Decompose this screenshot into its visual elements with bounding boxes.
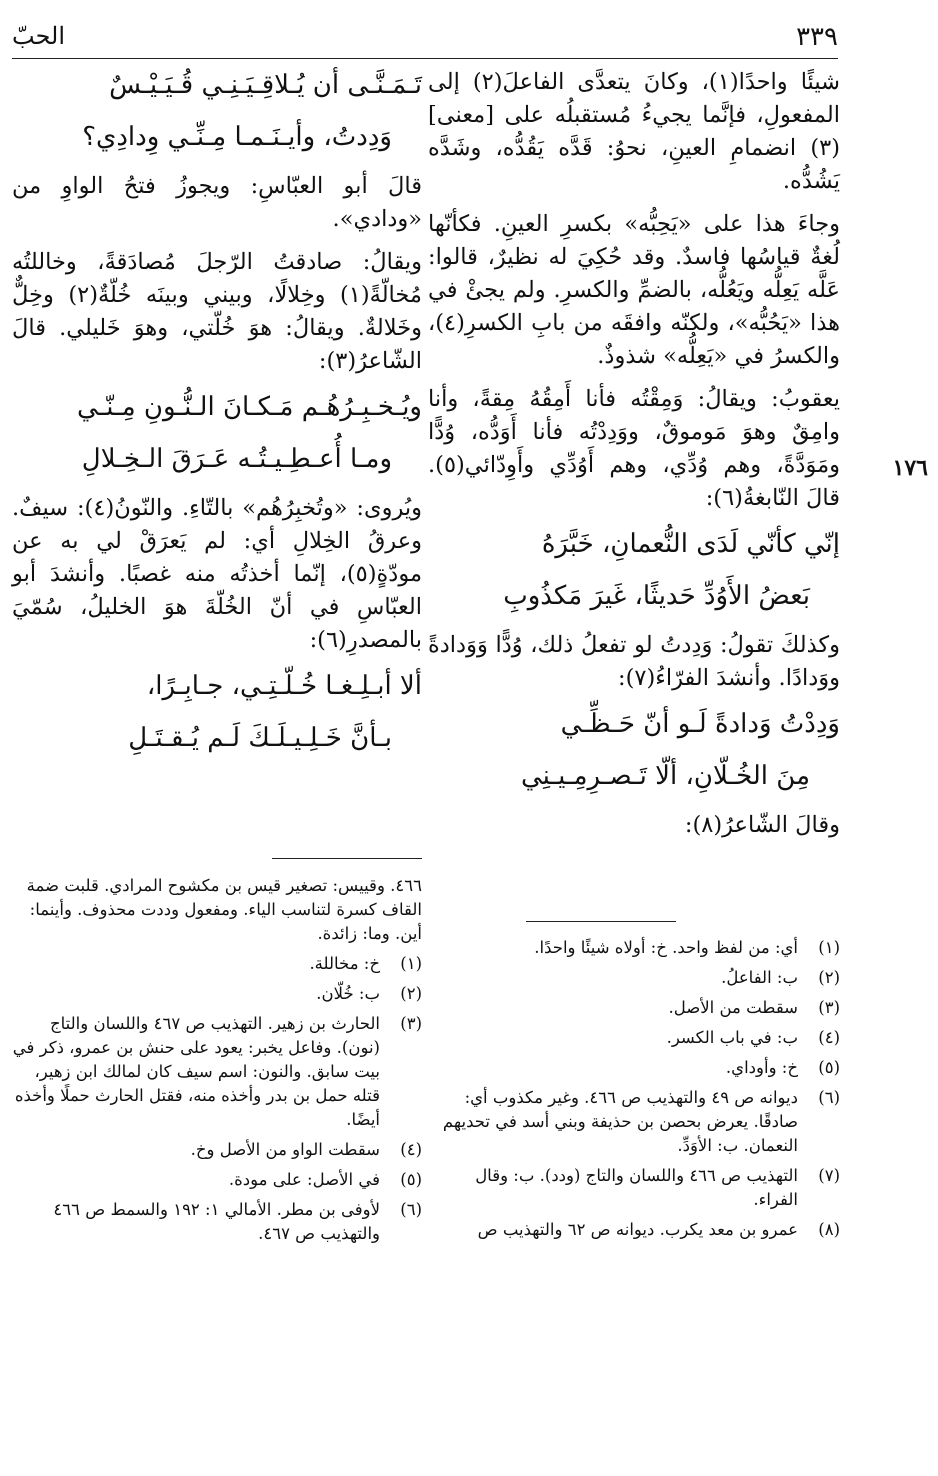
paragraph: ويقالُ: صادقتُ الرّجلَ مُصادَقةً، وخاللتُه مُخالّةً(١) وخِلالًا، وبيني وبينَه خُلّةٌ(٢) وخِلٌّ وخَلالةٌ. ويقالُ: هوَ خُلّتي، وهوَ خَليلي. قالَ الشّاعرُ(٣): [12,249,422,374]
verse-line: ويُـخـبِـرُهُـم مَـكـانَ الـنُّـونِ مِـنّـي [76,392,422,422]
footnote [12,1012,422,1132]
footnote [428,936,840,960]
footnote [428,1086,840,1158]
footnote-number: (٧) [818,1166,840,1185]
footnote [12,1168,422,1192]
verse-line: بـأنَّ خَـلِـيـلَـكَ لَـم يُـقـتَـلِ [128,723,392,753]
footnote [428,966,840,990]
footnote-text: سقطت من الأصل. [668,998,798,1017]
footnote [428,996,840,1020]
footnote [12,982,422,1006]
footnote-divider [272,858,422,859]
footnote-commentary: ٤٦٦. وقييس: تصغير قيس بن مكشوح المرادي. قلبت ضمة القاف كسرة لتناسب الياء. ومفعول وددت محذوف. وأينما: أين. وما: زائدة. [26,876,422,943]
footnote-number: (٣) [400,1014,422,1033]
footnote-text: سقطت الواو من الأصل وخ. [190,1140,380,1159]
paragraph: شيئًا واحدًا(١)، وكانَ يتعدَّى الفاعلَ(٢) إلى المفعولِ، فإنَّما يجيءُ مُستقبلُه على [معنى](٣) انضمامِ العينِ، نحوُ: قَدَّه يَقُدُّه، وشَدَّه يَشُدُّه. [428,69,840,194]
footnote-number: (٤) [400,1140,422,1159]
verse-line: وَدِدْتُ وَدادةً لَـو أنّ حَـظِّـي [560,709,840,739]
footnote-text: الحارث بن زهير. التهذيب ص ٤٦٧ واللسان والتاج (نون). وفاعل يخبر: يعود على حنش بن عمرو، ذكر في بيت سابق. والنون: اسم سيف كان لمالك ابن زهير، قتله حمل بن بدر وأخذه منه، فقتل الحارث حملًا وأخذه أيضًا. [12,1014,380,1129]
footnote-text: عمرو بن معد يكرب. ديوانه ص ٦٢ والتهذيب ص [477,1220,798,1239]
paragraph: وقالَ الشّاعرُ(٨): [684,812,840,838]
footnote-text: ب: خُلّان. [316,984,380,1003]
footnote [12,1198,422,1246]
verse-line: وَدِدتُ، وأيـنَـمـا مِـنِّـي وِدادِي؟ [82,122,392,152]
paragraph: قالَ أبو العبّاسِ: ويجوزُ فتحُ الواوِ من «ودادي». [12,173,422,232]
paragraph: ويُروى: «وتُخبِرُهُم» بالتّاءِ. والنّونُ(٤): سيفٌ. وعرقُ الخِلالِ أي: لم يَعرَقْ لي به عن مودّةٍ(٥)، إنّما أخذتُه منه غصبًا. وأنشدَ أبو العبّاسِ في أنّ الخُلّةَ هوَ الخليلُ، سُمّيَ بالمصدرِ(٦): [12,495,422,653]
footnote [12,952,422,976]
footnote-text: أي: من لفظ واحد. خ: أولاه شيئًا واحدًا. [534,938,798,957]
page-number: ٣٣٩ [796,22,838,52]
footnote [428,1026,840,1050]
verse-line: مِنَ الخُـلّانِ، ألّا تَـصـرِمِـيـنِي [521,761,810,791]
footnote-number: (٥) [400,1170,422,1189]
right-column [428,66,840,852]
footnote [12,1138,422,1162]
footnote-number: (٦) [818,1088,840,1107]
left-column [12,66,422,771]
footnote-number: (١) [400,954,422,973]
footnote-text: ديوانه ص ٤٩ والتهذيب ص ٤٦٦. وغير مكذوب أي: صادقًا. يعرض بحصن بن حذيفة وبني أسد في تحديهم النعمان. ب: الأوَدِّ. [442,1088,798,1155]
footnote-number: (٤) [818,1028,840,1047]
footnote-text: لأوفى بن مطر. الأمالي ١: ١٩٢ والسمط ص ٤٦٦ والتهذيب ص ٤٦٧. [53,1200,380,1243]
footnote-number: (٨) [818,1220,840,1239]
footnote-number: (١) [818,938,840,957]
verse-line: ومـا أُعـطِـيـتُـه عَـرَقَ الـخِـلالِ [81,444,392,474]
footnote-divider [526,921,676,922]
footnote [428,1218,840,1242]
footnote-number: (٥) [818,1058,840,1077]
footnote-text: خ: مخاللة. [309,954,380,973]
verse-line: تَـمَـنَّـى أن يُـلاقِـيَـنِـي قُـيَـيْـسٌ [109,70,422,100]
verse-line: ألا أبـلِـغـا خُـلّـتِـي، جـابِـرًا، [146,671,422,701]
footnote-number: (٢) [818,968,840,987]
footnote-text: خ: وأوداي. [725,1058,798,1077]
footnote-text: ب: في باب الكسر. [666,1028,798,1047]
running-title: الحبّ [12,22,66,50]
footnote-number: (٣) [818,998,840,1017]
paragraph: يعقوبُ: ويقالُ: وَمِقْتُه فأنا أَمِقُهُ مِقةً، وأنا وامِقٌ وهوَ مَوموقٌ، ووَدِدْتُه فأنا أَوَدُّه، وُدًّا ومَوَدَّةً، وهم وُدِّي، وهم أَوُدِّي وأَوِدّائي(٥). قالَ النّابغةُ(٦): [428,386,840,511]
footnote-text: ب: الفاعلُ. [721,968,798,987]
page-header [12,18,838,59]
margin-entry-number: ١٧٦ [892,455,928,481]
footnotes-left [12,874,422,1252]
paragraph: وكذلكَ تقولُ: وَدِدتُ لو تفعلُ ذلك، وُدًّا وَوَدادةً ووَدادًا. وأنشدَ الفرّاءُ(٧): [428,632,840,691]
footnotes-right [428,936,840,1248]
verse-line: إنّي كأنّي لَدَى النُّعمانِ، خَبَّرَهُ [541,529,840,559]
footnote-text: في الأصل: على مودة. [228,1170,380,1189]
footnote [428,1056,840,1080]
footnote [428,1164,840,1212]
paragraph: وجاءَ هذا على «يَحِبُّه» بكسرِ العينِ. فكأنّها لُغةٌ قياسُها فاسدٌ. وقد حُكِيَ له نظيرٌ، قالوا: عَلَّه يَعِلُّه ويَعُلُّه، بالضمِّ والكسرِ. ولم يجئْ في هذا «يَحُبُّه»، ولكنّه وافقَه من بابِ الكسرِ(٤)، والكسرُ في «يَعِلُّه» شذوذٌ. [428,211,840,369]
verse-line: بَعضُ الأَوُدِّ حَديثًا، غَيرَ مَكذُوبِ [503,581,810,611]
footnote-number: (٦) [400,1200,422,1219]
footnote-text: التهذيب ص ٤٦٦ واللسان والتاج (ودد). ب: وقال الفراء. [475,1166,798,1209]
footnote-number: (٢) [400,984,422,1003]
